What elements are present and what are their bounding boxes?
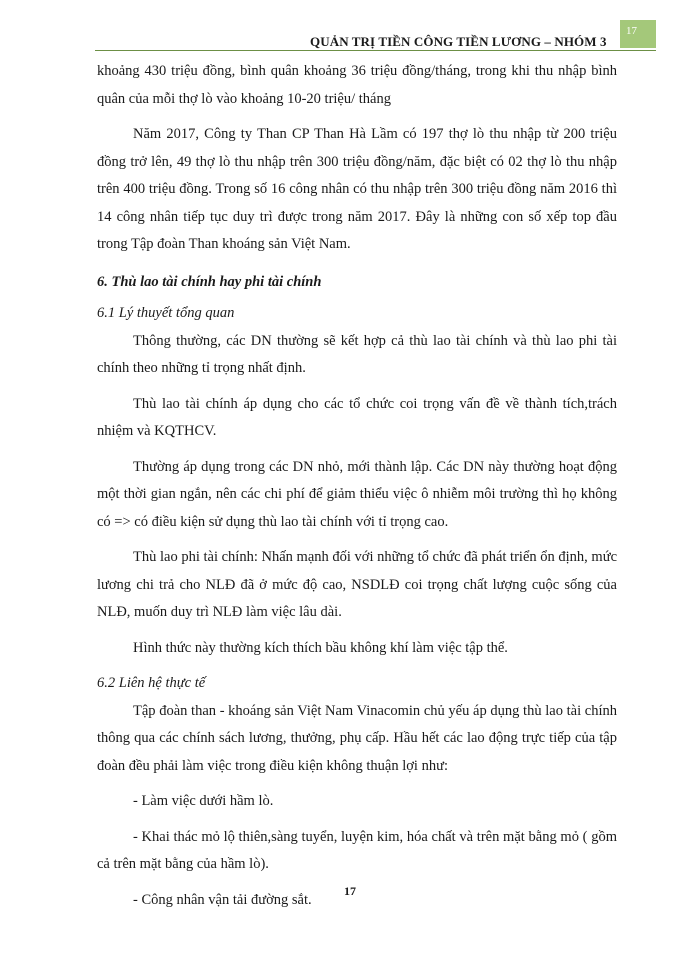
list-item: - Làm việc dưới hầm lò. [133, 793, 274, 809]
subsection-heading-6-1: 6.1 Lý thuyết tổng quan [97, 305, 235, 321]
list-item: - Khai thác mỏ lộ thiên,sàng tuyển, luyện kim, hóa chất và trên mặt bằng mỏ ( gồm cả trên mặt bằng của hầm lò). [97, 828, 617, 872]
page-number-tab: 17 [620, 20, 656, 48]
paragraph-financial-comp: Thù lao tài chính áp dụng cho các tổ chức coi trọng vấn đề về thành tích,trách nhiệm và KQTHCV. [97, 395, 617, 439]
paragraph-small-business: Thường áp dụng trong các DN nhỏ, mới thành lập. Các DN này thường hoạt động một thời gian ngắn, nên các chi phí để giảm thiểu việc ô nhiễm môi trường thì họ không có => có điều kiện sử dụng thù lao tài chính với tỉ trọng cao. [97, 458, 617, 530]
paragraph-vinacomin: Tập đoàn than - khoáng sản Việt Nam Vinacomin chủ yếu áp dụng thù lao tài chính thông qua các chính sách lương, thưởng, phụ cấp. Hầu hết các lao động trực tiếp của tập đoàn đều phải làm việc trong điều kiện không thuận lợi như: [97, 702, 617, 774]
paragraph-ha-lam-2017: Năm 2017, Công ty Than CP Than Hà Lầm có 197 thợ lò thu nhập từ 200 triệu đồng trở lên, 49 thợ lò thu nhập trên 300 triệu đồng/năm, đặc biệt có 02 thợ lò thu nhập trên 400 triệu đồng. Trong số 16 công nhân có thu nhập trên 300 triệu đồng năm 2016 thì 14 công nhân tiếp tục duy trì được trong năm 2017. Đây là những con số xếp top đầu trong Tập đoàn Than khoáng sản Việt Nam. [97, 126, 617, 252]
subsection-heading-6-2: 6.2 Liên hệ thực tế [97, 675, 206, 691]
paragraph-overview: Thông thường, các DN thường sẽ kết hợp cả thù lao tài chính và thù lao phi tài chính theo những tỉ trọng nhất định. [97, 332, 617, 376]
header-divider [95, 50, 656, 51]
header-title: QUẢN TRỊ TIỀN CÔNG TIỀN LƯƠNG – NHÓM 3 [310, 34, 607, 49]
footer-page-number: 17 [344, 884, 356, 898]
paragraph-income-summary: khoảng 430 triệu đồng, bình quân khoảng 36 triệu đồng/tháng, trong khi thu nhập bình quân của mỗi thợ lò vào khoảng 10-20 triệu/ tháng [97, 63, 617, 107]
list-item: - Công nhân vận tải đường sắt. [133, 891, 312, 908]
paragraph-non-financial-comp: Thù lao phi tài chính: Nhấn mạnh đối với những tổ chức đã phát triển ổn định, mức lương chi trả cho NLĐ đã ở mức độ cao, NSDLĐ coi trọng chất lượng cuộc sống của NLĐ, muốn duy trì NLĐ làm việc lâu dài. [97, 549, 617, 620]
paragraph-collective-atmosphere: Hình thức này thường kích thích bầu không khí làm việc tập thể. [133, 639, 508, 656]
section-heading-6: 6. Thù lao tài chính hay phi tài chính [97, 273, 322, 290]
page-content [97, 58, 617, 922]
